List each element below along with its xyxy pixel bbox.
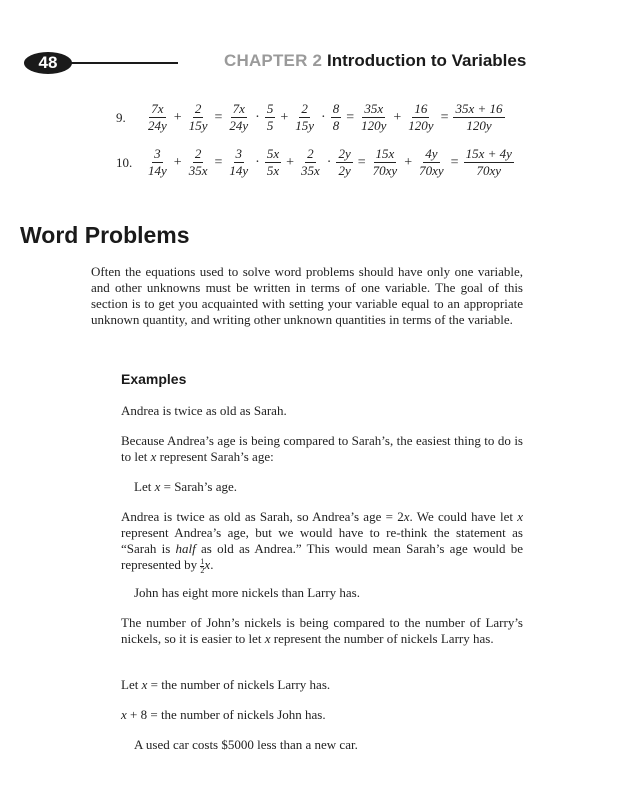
example-statement: A used car costs $5000 less than a new car. [134, 737, 358, 752]
operator: · [255, 109, 260, 125]
denominator: 70xy [419, 163, 444, 178]
numerator: 35x + 16 [455, 101, 503, 116]
fraction [299, 147, 322, 178]
fraction [265, 102, 276, 133]
denominator: 120y [361, 118, 387, 133]
denominator: 35x [301, 163, 320, 178]
denominator: 35x [188, 163, 208, 178]
text: . [210, 557, 214, 572]
fraction [293, 102, 316, 133]
numerator: 2 [301, 101, 308, 116]
text: Let [134, 479, 155, 494]
text: represent Sarah’s age: [156, 449, 274, 464]
denominator: 15y [295, 118, 315, 133]
equation-10 [116, 147, 516, 178]
fraction [336, 147, 352, 178]
text: The number of John’s nickels is being compared to the number of Larry’s nickels, so it is easier to let [121, 615, 523, 646]
operator: = [214, 109, 223, 125]
denominator: 2y [338, 163, 351, 178]
numerator: 7x [151, 101, 164, 116]
explanation-paragraph [121, 615, 523, 647]
fraction [331, 102, 342, 133]
text: Because Andrea’s age is being compared to Sarah’s, the easiest thing to do is to let [121, 433, 523, 464]
fraction [227, 147, 250, 178]
variable: x [121, 707, 127, 722]
operator: · [321, 109, 326, 125]
explanation-paragraph [121, 433, 523, 465]
numerator: 15x [375, 146, 395, 161]
operator: + [404, 154, 413, 170]
denominator: 5 [266, 118, 274, 133]
numerator: 8 [332, 101, 340, 116]
fraction [371, 147, 400, 178]
numerator: 15x + 4y [465, 146, 512, 161]
operator: · [255, 154, 260, 170]
numerator: 35x [364, 101, 384, 116]
examples-heading: Examples [121, 371, 187, 387]
text: = the number of nickels Larry has. [147, 677, 331, 692]
denominator: 15y [188, 118, 208, 133]
numerator: 16 [414, 101, 428, 116]
variable-definition [121, 677, 523, 693]
fraction [464, 147, 514, 178]
variable-definition [121, 707, 523, 723]
header-rule [70, 62, 178, 64]
numerator: 3 [154, 146, 161, 161]
operator: = [346, 109, 355, 125]
example-statement: John has eight more nickels than Larry has. [134, 585, 360, 600]
fraction [146, 147, 169, 178]
numerator: 2 [307, 146, 314, 161]
numerator: 2 [194, 101, 202, 116]
text: . We could have let [409, 509, 518, 524]
denominator: 14y [148, 163, 167, 178]
fraction [406, 102, 435, 133]
fraction [187, 102, 210, 133]
fraction [453, 102, 504, 133]
explanation-paragraph [121, 509, 523, 575]
numerator: 2 [194, 146, 202, 161]
denominator: 24y [148, 118, 167, 133]
denominator: 70xy [476, 163, 501, 178]
numerator: 5x [266, 146, 280, 161]
equation-number: 10. [116, 154, 133, 170]
chapter-title: Introduction to Variables [327, 51, 527, 70]
numerator: 1 [200, 556, 205, 566]
equation-number: 9. [116, 109, 126, 125]
operator: = [440, 109, 449, 125]
section-heading: Word Problems [20, 222, 190, 248]
fraction [417, 147, 446, 178]
denominator: 2 [200, 565, 205, 575]
numerator: 2y [338, 146, 351, 161]
operator: = [357, 154, 366, 170]
operator: · [326, 154, 332, 170]
variable: x [150, 449, 157, 464]
variable-definition [134, 479, 523, 495]
denominator: 120y [408, 118, 434, 133]
variable: x [204, 557, 211, 572]
equation-9 [116, 102, 507, 133]
fraction [265, 147, 281, 178]
intro-paragraph: Often the equations used to solve word problems should have only one variable, and other unknowns must be written in terms of one variable. The goal of this section is to get you acquainted with setting your variable equal to an appropriate unknown quantity, and writing other unknown quantities in terms of the variable. [91, 264, 523, 327]
fraction [146, 102, 169, 133]
denominator: 8 [332, 118, 340, 133]
text: as old as Andrea.” This would mean Sarah’s age would be represented by [121, 541, 523, 572]
example-statement: Andrea is twice as old as Sarah. [121, 403, 287, 418]
fraction [359, 102, 388, 133]
numerator: 3 [235, 146, 243, 161]
chapter-label: CHAPTER 2 [224, 51, 323, 70]
variable: x [264, 631, 271, 646]
page-header [0, 0, 635, 80]
text: Let [121, 677, 142, 692]
variable: x [517, 509, 523, 524]
operator: + [280, 109, 289, 125]
variable: x [403, 509, 410, 524]
denominator: 14y [229, 163, 249, 178]
operator: + [286, 154, 295, 170]
text: represent the number of nickels Larry has. [270, 631, 494, 646]
text: = Sarah’s age. [160, 479, 238, 494]
operator: + [393, 109, 402, 125]
page-number: 48 [24, 52, 72, 74]
variable: x [154, 479, 161, 494]
operator: + [173, 109, 182, 125]
fraction [227, 102, 250, 133]
text: Andrea is twice as old as Sarah, so Andrea’s age = 2 [121, 509, 404, 524]
operator: = [214, 154, 223, 170]
fraction [187, 147, 210, 178]
text: + 8 = the number of nickels John has. [126, 707, 326, 722]
text: represent Andrea’s age, but we would have to re-think the statement as “Sarah is [121, 525, 523, 556]
denominator: 70xy [372, 163, 398, 178]
emphasis: half [175, 541, 196, 556]
numerator: 4y [425, 146, 438, 161]
variable: x [141, 677, 148, 692]
operator: = [450, 154, 459, 170]
denominator: 120y [466, 118, 492, 133]
numerator: 5 [266, 101, 274, 116]
denominator: 24y [229, 118, 249, 133]
numerator: 7x [232, 101, 245, 116]
operator: + [173, 154, 182, 170]
denominator: 5x [266, 163, 280, 178]
